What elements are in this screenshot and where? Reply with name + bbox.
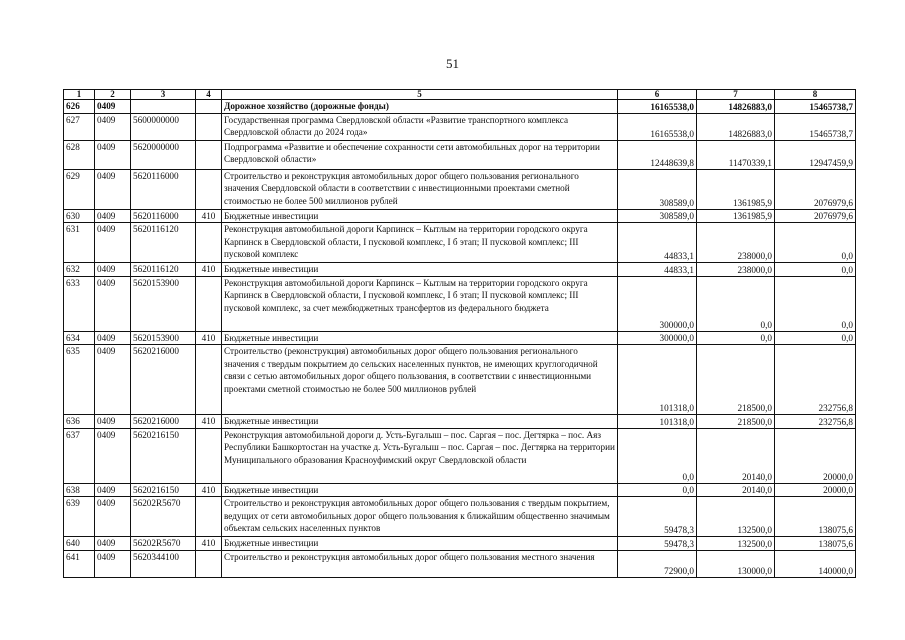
table-header-row	[64, 90, 856, 100]
section-code: 0409	[95, 100, 131, 114]
section-code: 0409	[95, 550, 131, 577]
value-col-8: 12947459,9	[775, 140, 856, 169]
expense-type-code	[196, 276, 222, 331]
value-col-6: 300000,0	[618, 276, 697, 331]
table-row	[64, 209, 856, 223]
row-number: 641	[64, 550, 95, 577]
value-col-8: 2076979,6	[775, 209, 856, 223]
value-col-8: 15465738,7	[775, 113, 856, 140]
value-col-6: 16165538,0	[618, 113, 697, 140]
value-col-8: 232756,8	[775, 345, 856, 415]
table-row	[64, 415, 856, 429]
value-col-8: 2076979,6	[775, 169, 856, 209]
row-name: Строительство и реконструкция автомобильных дорог общего пользования с твердым покрытием, ведущих от сети автомобильных дорог общего пользования к ближайшим общественно значимым объектам сельских населенных пунктов	[222, 497, 618, 537]
row-number: 637	[64, 428, 95, 483]
value-col-7: 218500,0	[697, 415, 775, 429]
row-number: 629	[64, 169, 95, 209]
row-number: 635	[64, 345, 95, 415]
section-code: 0409	[95, 345, 131, 415]
value-col-8: 20000,0	[775, 428, 856, 483]
budget-table	[63, 89, 856, 578]
value-col-6: 308589,0	[618, 169, 697, 209]
expense-type-code	[196, 428, 222, 483]
section-code: 0409	[95, 497, 131, 537]
expense-type-code	[196, 169, 222, 209]
section-code: 0409	[95, 483, 131, 497]
value-col-6: 0,0	[618, 428, 697, 483]
row-number: 627	[64, 113, 95, 140]
table-row	[64, 169, 856, 209]
expense-type-code	[196, 140, 222, 169]
row-name: Дорожное хозяйство (дорожные фонды)	[222, 100, 618, 114]
row-name: Реконструкция автомобильной дороги д. Усть-Бугалыш – пос. Саргая – пос. Дегтярка – пос. Аяз Республики Башкортостан на участке д. Усть-Бугалыш – пос. Саргая – пос. Дегтярка на территории Муниципального образования Красноуфимский округ Свердловской области	[222, 428, 618, 483]
value-col-7: 130000,0	[697, 550, 775, 577]
row-name: Бюджетные инвестиции	[222, 209, 618, 223]
value-col-6: 300000,0	[618, 331, 697, 345]
target-article-code: 5620153900	[131, 276, 196, 331]
row-name: Бюджетные инвестиции	[222, 483, 618, 497]
row-number: 634	[64, 331, 95, 345]
row-name: Строительство (реконструкция) автомобильных дорог общего пользования регионального значения с твердым покрытием до сельских населенных пунктов, не имеющих круглогодичной связи с сетью автомобильных дорог общего пользования, в соответствии с инвестиционными проектами сметной стоимостью не более 500 миллионов рублей	[222, 345, 618, 415]
row-name: Строительство и реконструкция автомобильных дорог общего пользования местного значения	[222, 550, 618, 577]
table-row	[64, 113, 856, 140]
row-number: 632	[64, 263, 95, 277]
target-article-code: 5620216000	[131, 415, 196, 429]
expense-type-code	[196, 497, 222, 537]
expense-type-code: 410	[196, 415, 222, 429]
value-col-6: 101318,0	[618, 345, 697, 415]
header-col-4: 4	[196, 90, 222, 100]
row-name: Строительство и реконструкция автомобильных дорог общего пользования регионального значения Свердловской области в соответствии с инвестиционными проектами сметной стоимостью не более 500 миллионов рублей	[222, 169, 618, 209]
value-col-8: 0,0	[775, 331, 856, 345]
value-col-6: 16165538,0	[618, 100, 697, 114]
section-code: 0409	[95, 113, 131, 140]
target-article-code: 5620116120	[131, 223, 196, 263]
value-col-7: 0,0	[697, 331, 775, 345]
section-code: 0409	[95, 537, 131, 551]
section-code: 0409	[95, 263, 131, 277]
section-code: 0409	[95, 331, 131, 345]
value-col-7: 0,0	[697, 276, 775, 331]
row-number: 639	[64, 497, 95, 537]
value-col-7: 132500,0	[697, 497, 775, 537]
target-article-code: 5620000000	[131, 140, 196, 169]
header-col-2: 2	[95, 90, 131, 100]
table-row	[64, 276, 856, 331]
row-name: Государственная программа Свердловской области «Развитие транспортного комплекса Свердловской области до 2024 года»	[222, 113, 618, 140]
value-col-7: 20140,0	[697, 483, 775, 497]
expense-type-code: 410	[196, 331, 222, 345]
target-article-code: 5620344100	[131, 550, 196, 577]
table-row	[64, 345, 856, 415]
row-number: 638	[64, 483, 95, 497]
section-code: 0409	[95, 140, 131, 169]
table-row	[64, 263, 856, 277]
expense-type-code	[196, 113, 222, 140]
expense-type-code	[196, 100, 222, 114]
value-col-8: 20000,0	[775, 483, 856, 497]
target-article-code	[131, 100, 196, 114]
target-article-code: 5620116120	[131, 263, 196, 277]
row-name: Реконструкция автомобильной дороги Карпинск – Кытлым на территории городского округа Карпинск в Свердловской области, I пусковой комплекс, I б этап; II пусковой комплекс; III пусковой комплекс	[222, 223, 618, 263]
section-code: 0409	[95, 209, 131, 223]
value-col-7: 14826883,0	[697, 113, 775, 140]
table-row	[64, 537, 856, 551]
expense-type-code: 410	[196, 209, 222, 223]
row-number: 628	[64, 140, 95, 169]
target-article-code: 5620116000	[131, 209, 196, 223]
row-name: Подпрограмма «Развитие и обеспечение сохранности сети автомобильных дорог на территории Свердловской области»	[222, 140, 618, 169]
section-code: 0409	[95, 428, 131, 483]
expense-type-code: 410	[196, 483, 222, 497]
section-code: 0409	[95, 415, 131, 429]
value-col-6: 12448639,8	[618, 140, 697, 169]
target-article-code: 5620153900	[131, 331, 196, 345]
row-name: Бюджетные инвестиции	[222, 263, 618, 277]
row-number: 633	[64, 276, 95, 331]
table-row	[64, 331, 856, 345]
table-row	[64, 483, 856, 497]
row-name: Реконструкция автомобильной дороги Карпинск – Кытлым на территории городского округа Карпинск в Свердловской области, I пусковой комплекс, I б этап; II пусковой комплекс; III пусковой комплекс, за счет межбюджетных трансфертов из федерального бюджета	[222, 276, 618, 331]
value-col-8: 232756,8	[775, 415, 856, 429]
section-code: 0409	[95, 223, 131, 263]
table-row	[64, 140, 856, 169]
value-col-7: 1361985,9	[697, 209, 775, 223]
value-col-8: 0,0	[775, 223, 856, 263]
value-col-8: 0,0	[775, 276, 856, 331]
header-col-7: 7	[697, 90, 775, 100]
row-number: 630	[64, 209, 95, 223]
target-article-code: 5620216150	[131, 483, 196, 497]
value-col-6: 44833,1	[618, 223, 697, 263]
section-code: 0409	[95, 276, 131, 331]
target-article-code: 56202R5670	[131, 497, 196, 537]
table-row	[64, 497, 856, 537]
header-col-8: 8	[775, 90, 856, 100]
page-number: 51	[446, 56, 459, 71]
expense-type-code: 410	[196, 537, 222, 551]
value-col-7: 238000,0	[697, 223, 775, 263]
row-number: 631	[64, 223, 95, 263]
table-row	[64, 223, 856, 263]
value-col-6: 308589,0	[618, 209, 697, 223]
value-col-6: 0,0	[618, 483, 697, 497]
row-name: Бюджетные инвестиции	[222, 537, 618, 551]
value-col-7: 1361985,9	[697, 169, 775, 209]
value-col-7: 132500,0	[697, 537, 775, 551]
header-col-6: 6	[618, 90, 697, 100]
expense-type-code: 410	[196, 263, 222, 277]
header-col-5: 5	[222, 90, 618, 100]
value-col-6: 44833,1	[618, 263, 697, 277]
target-article-code: 5600000000	[131, 113, 196, 140]
target-article-code: 5620216150	[131, 428, 196, 483]
row-number: 640	[64, 537, 95, 551]
row-name: Бюджетные инвестиции	[222, 331, 618, 345]
target-article-code: 5620216000	[131, 345, 196, 415]
value-col-8: 138075,6	[775, 537, 856, 551]
row-number: 626	[64, 100, 95, 114]
value-col-6: 59478,3	[618, 537, 697, 551]
value-col-7: 11470339,1	[697, 140, 775, 169]
expense-type-code	[196, 223, 222, 263]
value-col-7: 238000,0	[697, 263, 775, 277]
value-col-6: 59478,3	[618, 497, 697, 537]
table-body	[64, 100, 856, 578]
expense-type-code	[196, 345, 222, 415]
row-number: 636	[64, 415, 95, 429]
value-col-8: 140000,0	[775, 550, 856, 577]
table-row	[64, 428, 856, 483]
value-col-6: 72900,0	[618, 550, 697, 577]
header-col-3: 3	[131, 90, 196, 100]
expense-type-code	[196, 550, 222, 577]
target-article-code: 5620116000	[131, 169, 196, 209]
table-row	[64, 100, 856, 114]
section-code: 0409	[95, 169, 131, 209]
value-col-8: 15465738,7	[775, 100, 856, 114]
value-col-8: 0,0	[775, 263, 856, 277]
value-col-6: 101318,0	[618, 415, 697, 429]
value-col-7: 14826883,0	[697, 100, 775, 114]
row-name: Бюджетные инвестиции	[222, 415, 618, 429]
value-col-7: 20140,0	[697, 428, 775, 483]
header-col-1: 1	[64, 90, 95, 100]
value-col-8: 138075,6	[775, 497, 856, 537]
value-col-7: 218500,0	[697, 345, 775, 415]
target-article-code: 56202R5670	[131, 537, 196, 551]
table-row	[64, 550, 856, 577]
